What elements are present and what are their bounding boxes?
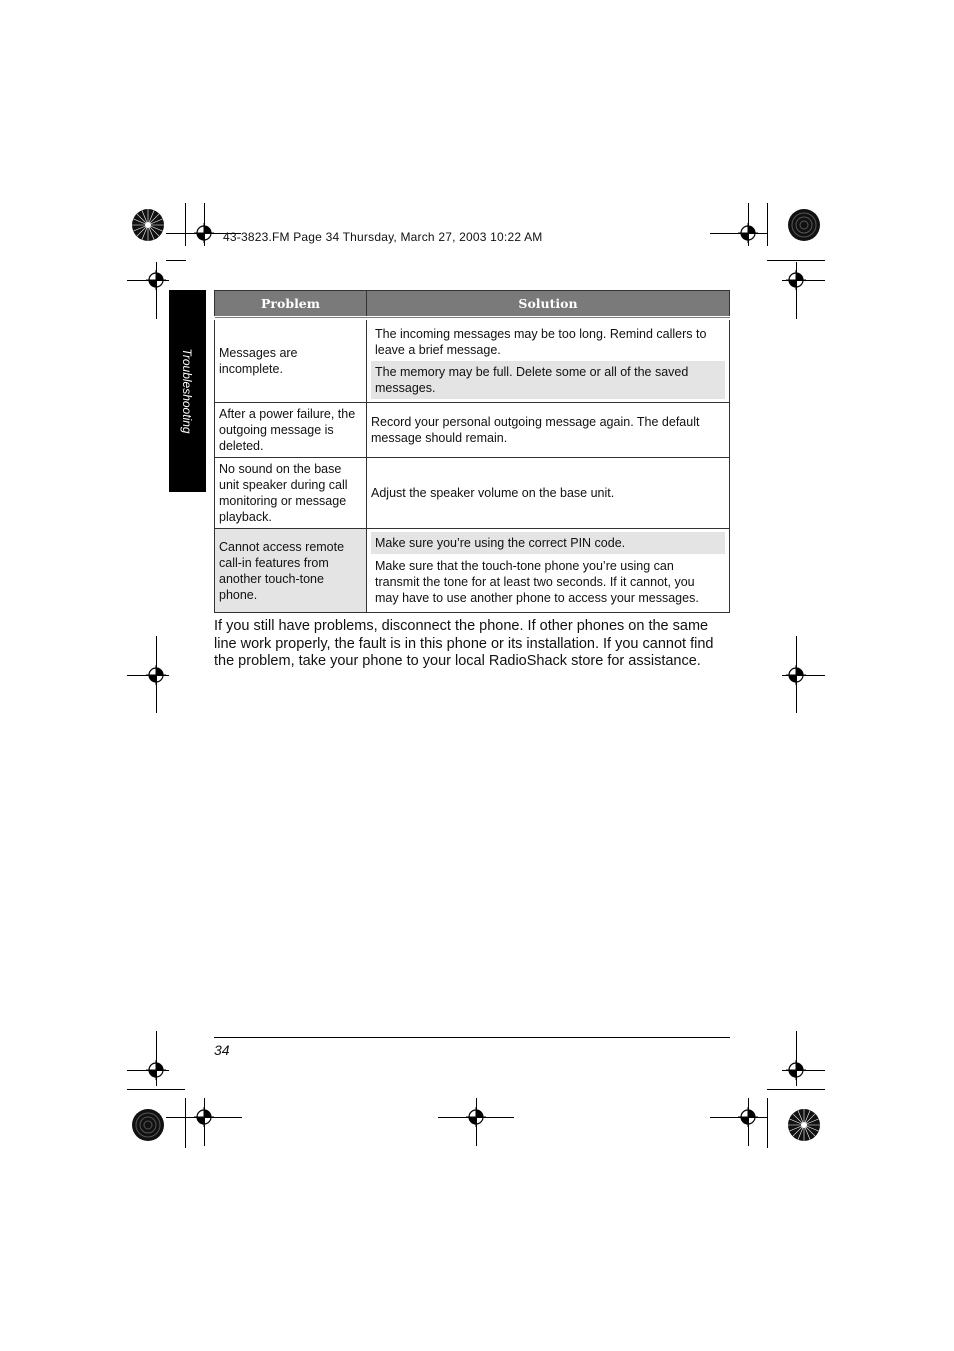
solution-text: Make sure you’re using the correct PIN code. [371, 532, 725, 554]
starburst-registration-icon [787, 1108, 821, 1142]
crop-mark [127, 675, 169, 676]
section-side-tab-label: Troubleshooting [180, 348, 194, 434]
table-row [215, 458, 730, 529]
table-row [215, 403, 730, 458]
crop-mark [767, 260, 825, 261]
problem-cell: Cannot access remote call-in features from another touch-tone phone. [215, 529, 367, 613]
table-row [215, 318, 730, 403]
page-number: 34 [214, 1042, 230, 1058]
solution-cell: Record your personal outgoing message again. The default message should remain. [367, 403, 730, 458]
crop-mark [166, 260, 186, 261]
target-registration-icon [131, 1108, 165, 1142]
crop-mark [185, 203, 186, 246]
crop-mark [710, 233, 767, 234]
target-registration-icon [787, 208, 821, 242]
solution-text: The incoming messages may be too long. Remind callers to leave a brief message. [375, 327, 707, 357]
crop-mark [438, 1117, 514, 1118]
crop-mark [767, 1089, 825, 1090]
problem-cell: After a power failure, the outgoing message is deleted. [215, 403, 367, 458]
crop-mark [782, 675, 825, 676]
crop-mark [767, 1098, 768, 1148]
crop-mark [710, 1117, 767, 1118]
crop-mark [127, 1089, 185, 1090]
crop-mark [748, 203, 749, 246]
crop-mark [166, 1117, 242, 1118]
solution-text: Make sure that the touch-tone phone you’re using can transmit the tone for at least two seconds. If it cannot, you may have to use another phone to access your messages. [371, 554, 725, 609]
column-header-problem: Problem [215, 291, 367, 319]
problem-cell: No sound on the base unit speaker during call monitoring or message playback. [215, 458, 367, 529]
solution-cell: Adjust the speaker volume on the base unit. [367, 458, 730, 529]
footer-rule [214, 1037, 730, 1038]
crop-mark [767, 203, 768, 246]
crop-mark [156, 262, 157, 319]
crop-mark [748, 1098, 749, 1146]
crop-mark [796, 1031, 797, 1086]
column-header-solution: Solution [367, 291, 730, 319]
troubleshooting-table [214, 290, 730, 613]
crop-mark [782, 280, 825, 281]
file-slug: 43-3823.FM Page 34 Thursday, March 27, 2003 10:22 AM [223, 230, 543, 244]
crop-mark [156, 1031, 157, 1086]
solution-cell [367, 318, 730, 403]
crop-mark [127, 1070, 169, 1071]
crop-mark [204, 1098, 205, 1146]
help-paragraph: If you still have problems, disconnect the phone. If other phones on the same line work properly, the fault is in this phone or its installation. If you cannot find the problem, take your phone to your local RadioShack store for assistance. [214, 618, 714, 669]
table-header-row [215, 291, 730, 319]
crop-mark [796, 262, 797, 319]
problem-cell: Messages are incomplete. [215, 318, 367, 403]
starburst-registration-icon [131, 208, 165, 242]
solution-cell [367, 529, 730, 613]
table-row [215, 529, 730, 613]
crop-mark [204, 203, 205, 246]
crop-mark [185, 1098, 186, 1148]
solution-text: The memory may be full. Delete some or all of the saved messages. [371, 360, 725, 399]
crop-mark [782, 1070, 825, 1071]
crop-mark [127, 280, 169, 281]
crop-mark [476, 1098, 477, 1146]
